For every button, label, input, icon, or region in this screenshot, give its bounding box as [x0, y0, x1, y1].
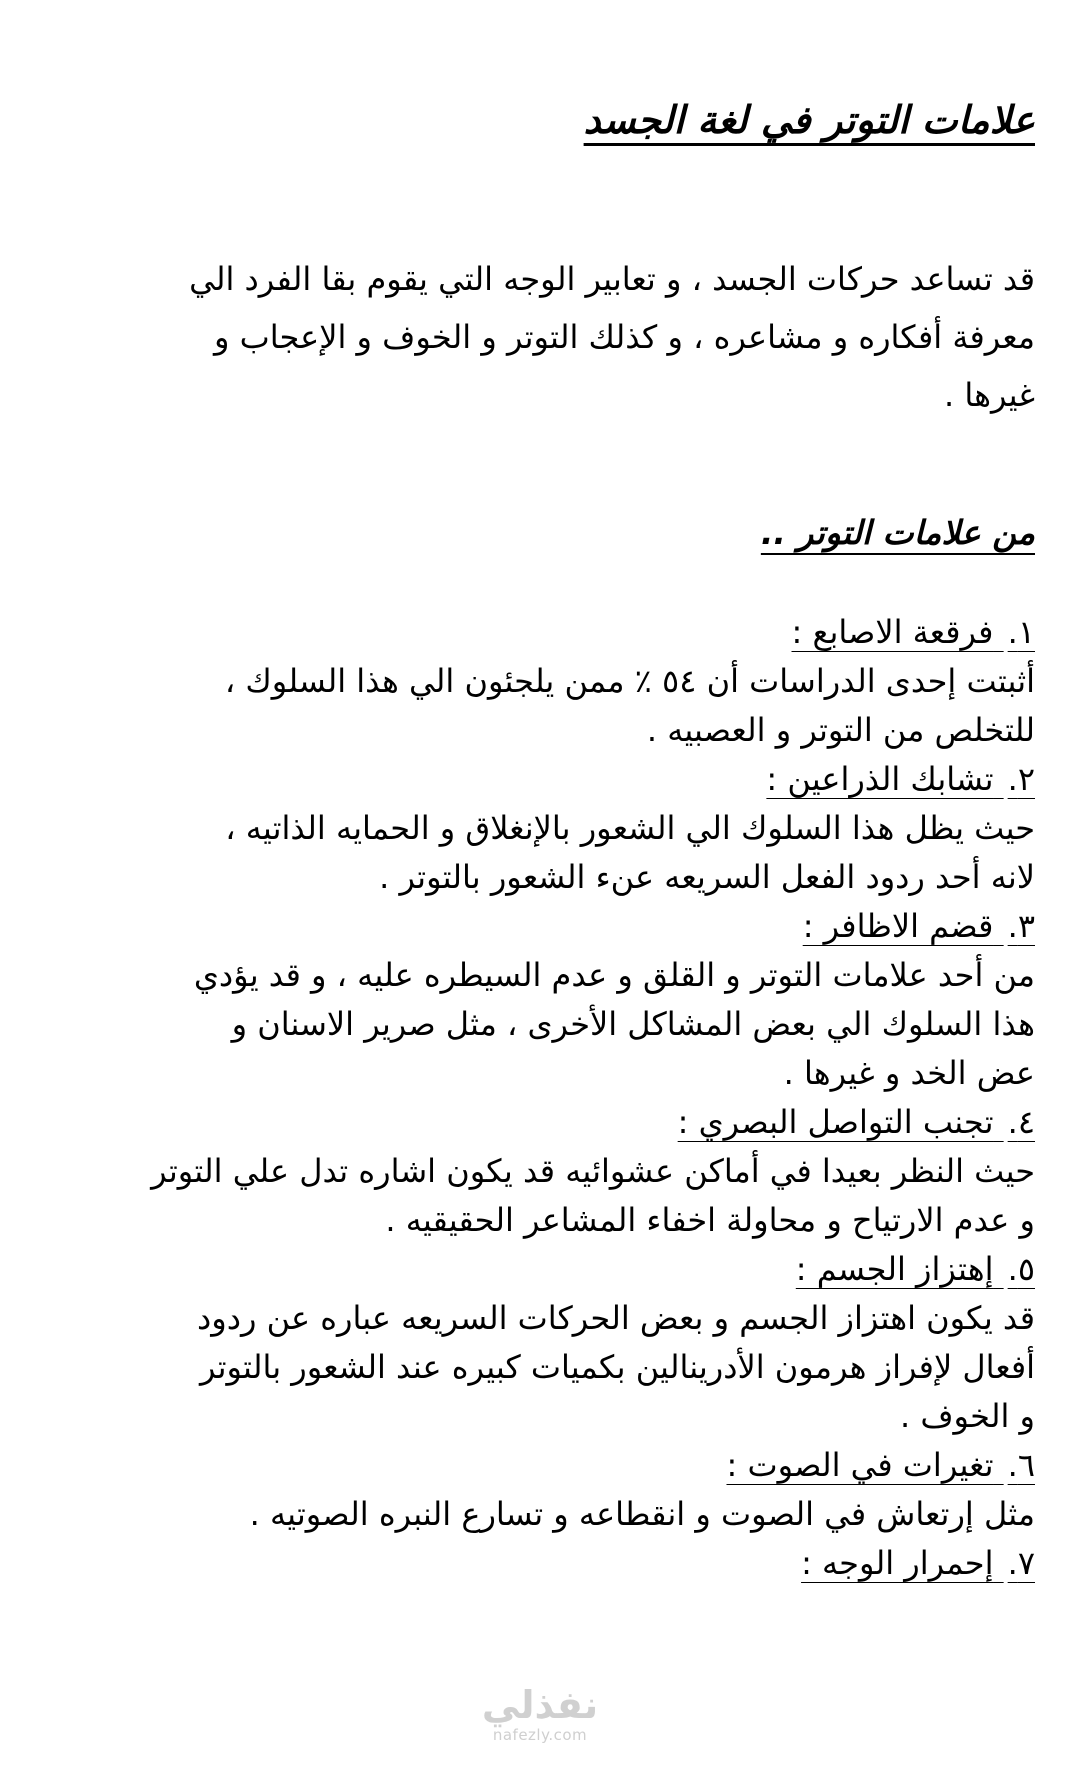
sign-number: ٦.	[1007, 1446, 1035, 1484]
list-item	[75, 1539, 1035, 1588]
sign-heading-text: قضم الاظافر :	[802, 907, 994, 945]
sign-body-line: قد يكون اهتزاز الجسم و بعض الحركات السريعه عباره عن ردود	[197, 1299, 1035, 1337]
sign-heading-text: تغيرات في الصوت :	[726, 1446, 994, 1484]
sign-body-line: من أحد علامات التوتر و القلق و عدم السيطره عليه ، و قد يؤدي	[193, 956, 1035, 994]
sign-heading	[792, 608, 1036, 657]
sign-body-line: و عدم الارتياح و محاولة اخفاء المشاعر الحقيقيه .	[385, 1201, 1035, 1239]
sign-body-line: هذا السلوك الي بعض المشاكل الأخرى ، مثل صرير الاسنان و	[231, 1005, 1035, 1043]
sign-number: ٣.	[1007, 907, 1035, 945]
list-item	[75, 1098, 1035, 1245]
intro-line: معرفة أفكاره و مشاعره ، و كذلك التوتر و الخوف و الإعجاب و	[213, 318, 1035, 356]
sign-heading-text: تشابك الذراعين :	[766, 760, 994, 798]
sign-number: ١.	[1007, 613, 1035, 651]
sign-body-line: للتخلص من التوتر و العصبيه .	[646, 711, 1035, 749]
sign-body-line: مثل إرتعاش في الصوت و انقطاعه و تسارع النبره الصوتيه .	[249, 1495, 1035, 1533]
sign-heading	[803, 902, 1035, 951]
section-title: من علامات التوتر ..	[760, 513, 1035, 552]
sign-body-line: حيث يظل هذا السلوك الي الشعور بالإنغلاق و الحمايه الذاتيه ،	[225, 809, 1035, 847]
sign-number: ٤.	[1007, 1103, 1035, 1141]
sign-heading	[726, 1441, 1035, 1490]
signs-list	[75, 608, 1035, 1588]
list-item	[75, 755, 1035, 902]
sign-number: ٧.	[1007, 1544, 1035, 1582]
document-title: علامات التوتر في لغة الجسد	[583, 98, 1035, 142]
sign-body-line: لانه أحد ردود الفعل السريعه عنء الشعور بالتوتر .	[379, 858, 1035, 896]
list-item	[75, 608, 1035, 755]
sign-number: ٢.	[1007, 760, 1035, 798]
watermark	[0, 1684, 1080, 1744]
sign-heading	[766, 755, 1035, 804]
intro-line: غيرها .	[943, 376, 1035, 414]
intro-line: قد تساعد حركات الجسد ، و تعابير الوجه التي يقوم بقا الفرد الي	[189, 260, 1035, 298]
list-item	[75, 902, 1035, 1098]
sign-heading-text: إهتزاز الجسم :	[795, 1250, 994, 1288]
watermark-logo: نفذلي	[481, 1683, 599, 1727]
list-item	[75, 1245, 1035, 1441]
sign-heading-text: فرقعة الاصابع :	[791, 613, 994, 651]
sign-heading	[796, 1245, 1035, 1294]
sign-body-line: و الخوف .	[900, 1397, 1035, 1435]
list-item	[75, 1441, 1035, 1539]
intro-paragraph	[135, 250, 1035, 424]
sign-heading-text: تجنب التواصل البصري :	[677, 1103, 994, 1141]
sign-heading	[678, 1098, 1035, 1147]
sign-body-line: أفعال لإفراز هرمون الأدرينالين بكميات كبيره عند الشعور بالتوتر	[199, 1348, 1035, 1386]
sign-heading-text: إحمرار الوجه :	[801, 1544, 994, 1582]
sign-body-line: أثبتت إحدى الدراسات أن ٥٤ ٪ ممن يلجئون الي هذا السلوك ،	[224, 662, 1035, 700]
watermark-url: nafezly.com	[492, 1726, 588, 1744]
sign-heading	[801, 1539, 1035, 1588]
sign-body-line: عض الخد و غيرها .	[783, 1054, 1035, 1092]
sign-body-line: حيث النظر بعيدا في أماكن عشوائيه قد يكون اشاره تدل علي التوتر	[151, 1152, 1035, 1190]
sign-number: ٥.	[1007, 1250, 1035, 1288]
